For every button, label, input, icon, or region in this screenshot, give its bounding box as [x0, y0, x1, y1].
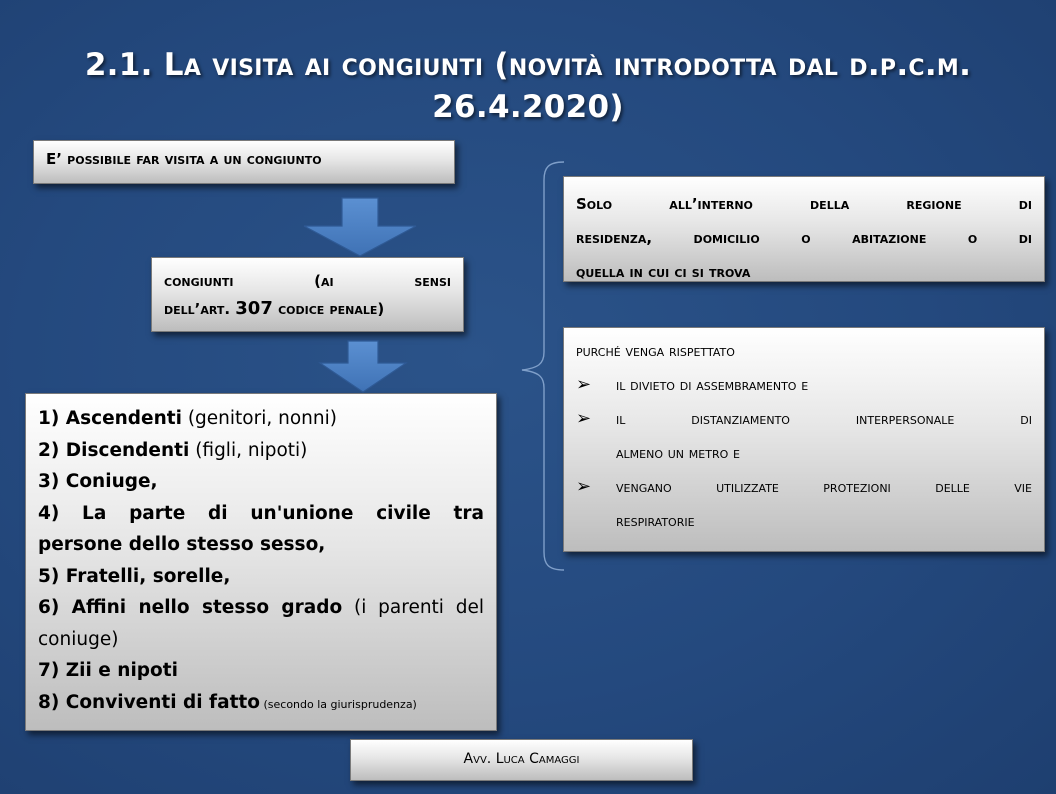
region-limit-line2: residenza, domicilio o abitazione o di [576, 229, 1032, 247]
congiunti-line2-pre: dell’art. [164, 300, 236, 318]
list-item [576, 368, 1032, 402]
list-item [38, 592, 484, 624]
list-item [38, 687, 484, 721]
list-item-bold: 6) Affini nello stesso grado [38, 597, 343, 618]
list-item [38, 498, 484, 530]
congiunti-line1: congiunti (ai sensi [164, 272, 451, 290]
condition-line: almeno un metro e [616, 444, 740, 462]
list-item-bold: 3) Coniuge, [38, 471, 158, 492]
list-item-detail: coniuge) [38, 628, 119, 650]
region-limit-box [563, 176, 1045, 282]
condition-line: il distanziamento interpersonale di [616, 410, 1032, 428]
congiunti-line2-post: codice penale) [272, 300, 385, 318]
arrow-bullet-icon: ➢ [576, 408, 592, 429]
list-item-bold: persone dello stesso sesso, [38, 534, 326, 555]
congiunti-box [151, 257, 464, 332]
down-arrow-icon [316, 339, 410, 395]
arrow-bullet-icon: ➢ [576, 476, 592, 497]
curly-brace-icon [518, 160, 568, 572]
conditions-box [563, 327, 1045, 552]
list-item-detail: (figli, nipoti) [189, 439, 308, 461]
page-title-line2: 26.4.2020) [432, 89, 624, 125]
condition-line: il divieto di assembramento e [616, 376, 809, 394]
list-item-bold: 1) Ascendenti [38, 408, 182, 429]
arrow-bullet-icon: ➢ [576, 374, 592, 395]
congiunti-article-number: 307 [235, 298, 273, 319]
list-item [38, 624, 484, 656]
list-item [38, 529, 484, 561]
possible-visit-text: E’ possibile far visita a un congiunto [46, 150, 322, 168]
down-arrow-icon [300, 196, 420, 258]
author-footer [350, 739, 693, 781]
congiunti-line2 [164, 295, 451, 323]
list-item [38, 561, 484, 593]
list-item-bold: 7) Zii e nipoti [38, 660, 178, 681]
list-item [38, 466, 484, 498]
list-item [38, 403, 484, 435]
list-item-detail: (i parenti del [342, 597, 484, 618]
list-item [576, 402, 1032, 470]
region-limit-line3: quella in cui ci si trova [576, 263, 751, 281]
list-item-bold: 4) La parte di un'unione civile tra [38, 502, 484, 524]
list-item-bold: 2) Discendenti [38, 439, 190, 461]
list-item-note: (secondo la giurisprudenza) [259, 697, 417, 711]
list-item [38, 435, 484, 467]
condition-text [616, 368, 1032, 402]
page-title [20, 44, 1036, 128]
list-item-bold: 8) Conviventi di fatto [38, 691, 260, 713]
conditions-header: purché venga rispettato [576, 342, 735, 360]
condition-text [616, 402, 1032, 470]
author-name: Avv. Luca Camaggi [463, 751, 580, 767]
list-item-bold: 5) Fratelli, sorelle, [38, 565, 231, 587]
region-limit-line1: Solo all’interno della regione di [576, 195, 1032, 213]
condition-line: respiratorie [616, 512, 695, 530]
possible-visit-box [33, 140, 455, 184]
congiunti-list-box [25, 393, 497, 731]
condition-text [616, 470, 1032, 538]
list-item [576, 470, 1032, 538]
list-item [38, 655, 484, 687]
list-item-detail: (genitori, nonni) [181, 408, 337, 429]
condition-line: vengano utilizzate protezioni delle vie [616, 478, 1032, 496]
page-title-line1: 2.1. La visita ai congiunti (novità introdotta dal d.p.c.m. [84, 47, 972, 83]
